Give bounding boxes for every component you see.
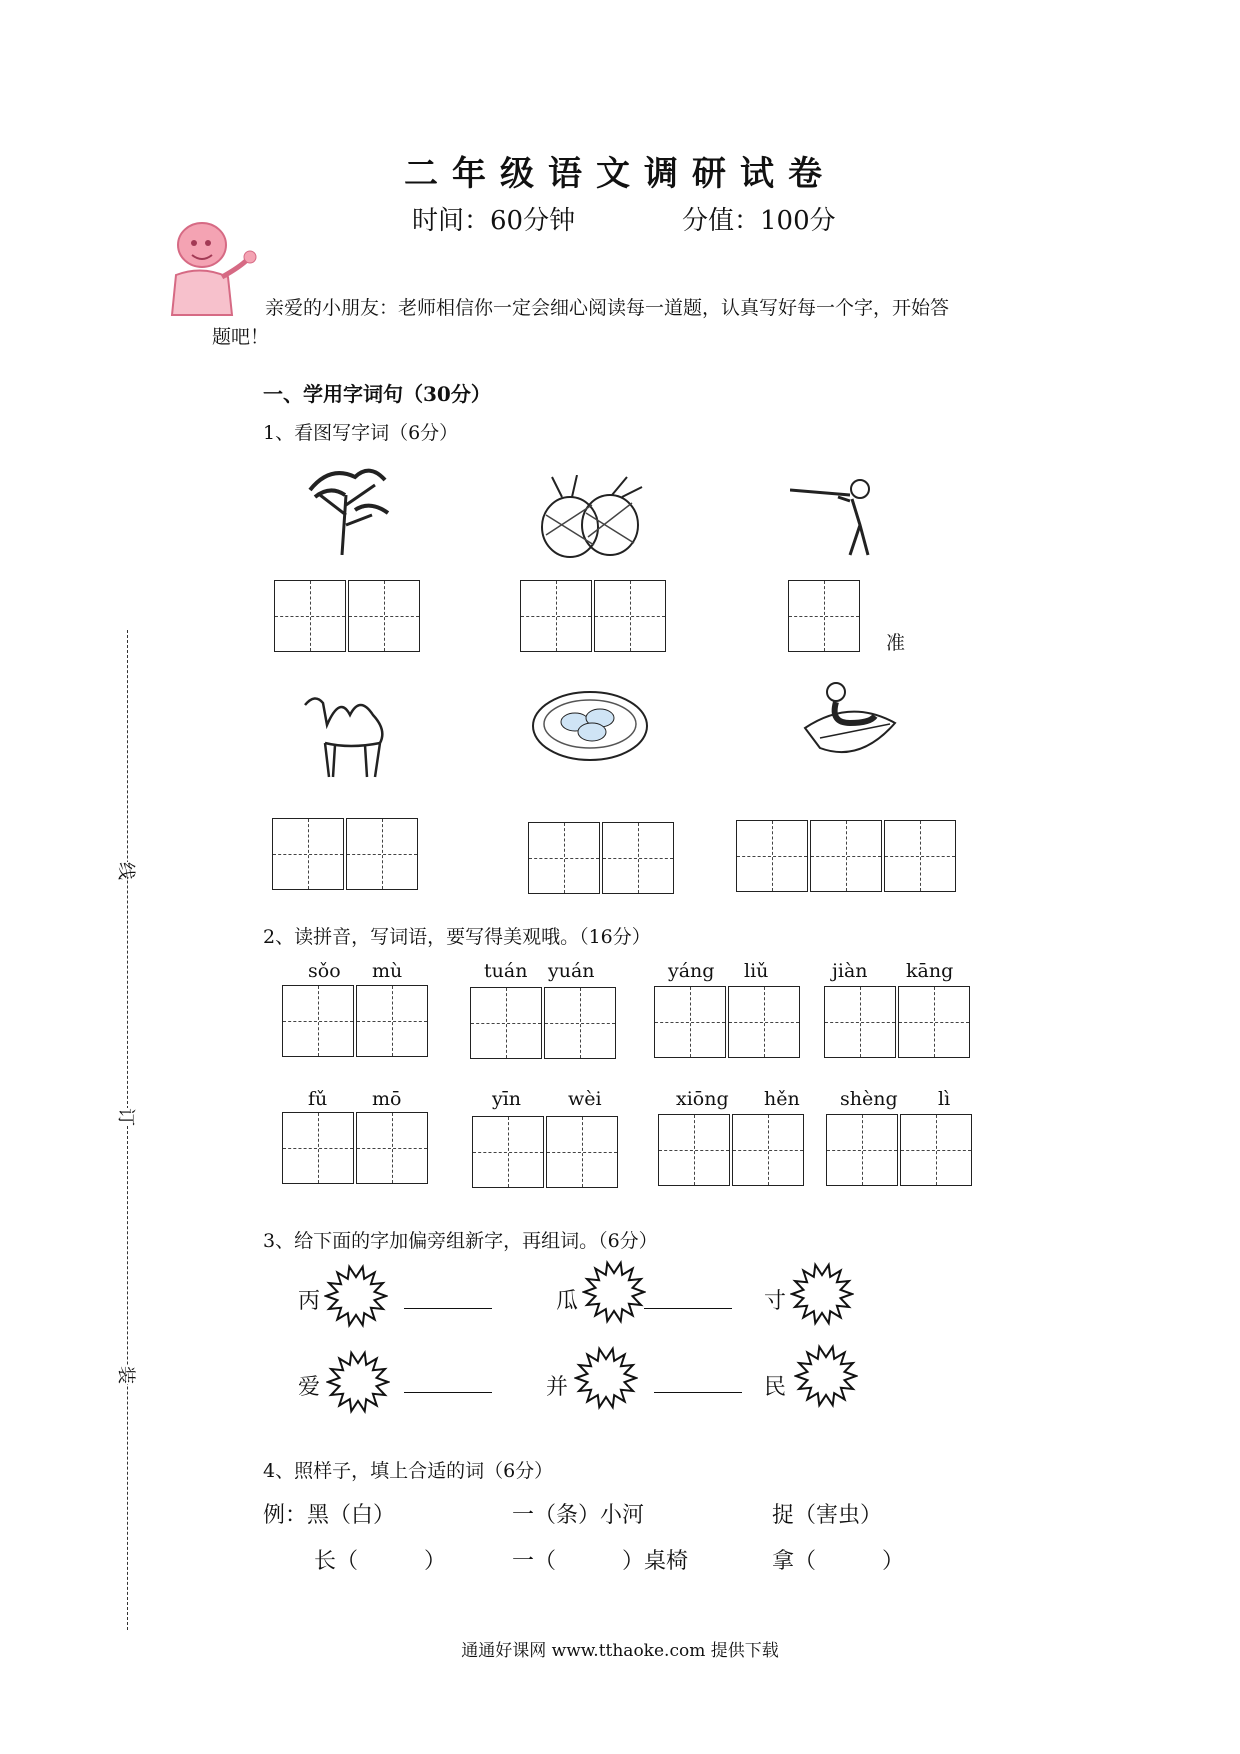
page-title: 二年级语文调研试卷: [404, 154, 836, 194]
binding-label: 装: [114, 1366, 140, 1384]
q4-answer-1[interactable]: 长（ ）: [314, 1549, 447, 1574]
question-4: 4、照样子，填上合适的词（6分）: [263, 1460, 554, 1482]
radical-base-char: 并: [546, 1375, 569, 1400]
binding-label: 订: [114, 1108, 140, 1126]
camel-icon: [295, 685, 395, 780]
q1-answer-box-5[interactable]: [528, 822, 676, 894]
teacher-mascot-icon: [162, 215, 262, 325]
starburst-answer-icon[interactable]: [790, 1262, 854, 1326]
radical-base-char: 寸: [764, 1289, 787, 1314]
radical-base-char: 瓜: [556, 1289, 579, 1314]
q2-answer-box-6[interactable]: [472, 1116, 620, 1188]
q4-answer-2[interactable]: 一（ ）桌椅: [512, 1549, 689, 1574]
pinyin: lì: [938, 1088, 951, 1110]
q1-answer-box-2[interactable]: [520, 580, 668, 652]
question-3: 3、给下面的字加偏旁组新字，再组词。（6分）: [263, 1230, 658, 1252]
pinyin: yīn: [492, 1088, 522, 1110]
pinyin: jiàn: [832, 960, 868, 982]
q2-answer-box-5[interactable]: [282, 1112, 430, 1184]
radical-base-char: 爱: [298, 1375, 321, 1400]
pinyin: kāng: [906, 960, 954, 982]
starburst-answer-icon[interactable]: [794, 1344, 858, 1408]
pinyin: mō: [372, 1088, 402, 1110]
q2-answer-box-1[interactable]: [282, 985, 430, 1057]
pinyin: yuán: [548, 960, 595, 982]
q4-example-1: 例：黑（白）: [263, 1503, 396, 1528]
binding-dashed-line: [127, 630, 128, 1630]
starburst-answer-icon[interactable]: [324, 1264, 388, 1328]
q1-answer-box-1[interactable]: [274, 580, 422, 652]
pinyin: shèng: [840, 1088, 898, 1110]
dumplings-plate-icon: [530, 688, 650, 763]
question-2: 2、读拼音，写词语，要写得美观哦。（16分）: [263, 926, 651, 948]
starburst-answer-icon[interactable]: [326, 1350, 390, 1414]
starburst-answer-icon[interactable]: [574, 1346, 638, 1410]
pinyin: xiōng: [676, 1088, 729, 1110]
pinyin: tuán: [484, 960, 528, 982]
word-blank[interactable]: [644, 1308, 732, 1309]
binding-label: 线: [114, 862, 140, 880]
pinyin: mù: [372, 960, 403, 982]
hunter-icon: [790, 475, 890, 560]
question-1: 1、看图写字词（6分）: [263, 422, 459, 444]
score-label: 分值：100分: [682, 206, 836, 236]
radical-base-char: 民: [764, 1375, 787, 1400]
q1-answer-box-6[interactable]: [736, 820, 958, 892]
word-blank[interactable]: [404, 1392, 492, 1393]
pine-tree-icon: [300, 455, 390, 555]
pinyin: wèi: [568, 1088, 602, 1110]
starburst-answer-icon[interactable]: [582, 1260, 646, 1324]
q4-answer-3[interactable]: 拿（ ）: [772, 1549, 905, 1574]
section-1-heading: 一、学用字词句（30分）: [263, 382, 491, 406]
q4-example-2: 一（条）小河: [512, 1503, 645, 1528]
q4-example-3: 捉（害虫）: [772, 1503, 883, 1528]
q2-answer-box-2[interactable]: [470, 987, 618, 1059]
caterpillar-leaf-icon: [800, 678, 900, 763]
q1-suffix-char: 准: [886, 632, 906, 654]
pineapple-icon: [532, 475, 652, 560]
pinyin: yáng: [668, 960, 715, 982]
q1-answer-box-3[interactable]: [788, 580, 862, 652]
q2-answer-box-7[interactable]: [658, 1114, 806, 1186]
word-blank[interactable]: [404, 1308, 492, 1309]
intro-line-2: 题吧！: [212, 326, 270, 348]
q2-answer-box-3[interactable]: [654, 986, 802, 1058]
time-label: 时间：60分钟: [412, 206, 576, 236]
q2-answer-box-4[interactable]: [824, 986, 972, 1058]
q2-answer-box-8[interactable]: [826, 1114, 974, 1186]
footer-credit: 通通好课网 www.tthaoke.com 提供下载: [461, 1641, 779, 1661]
q1-answer-box-4[interactable]: [272, 818, 420, 890]
radical-base-char: 丙: [298, 1289, 321, 1314]
intro-line-1: 亲爱的小朋友：老师相信你一定会细心阅读每一道题，认真写好每一个字，开始答: [265, 297, 950, 319]
pinyin: liǔ: [744, 960, 769, 982]
pinyin: sǒo: [308, 960, 341, 982]
pinyin: fǔ: [308, 1088, 328, 1110]
pinyin: hěn: [764, 1088, 800, 1110]
word-blank[interactable]: [654, 1392, 742, 1393]
